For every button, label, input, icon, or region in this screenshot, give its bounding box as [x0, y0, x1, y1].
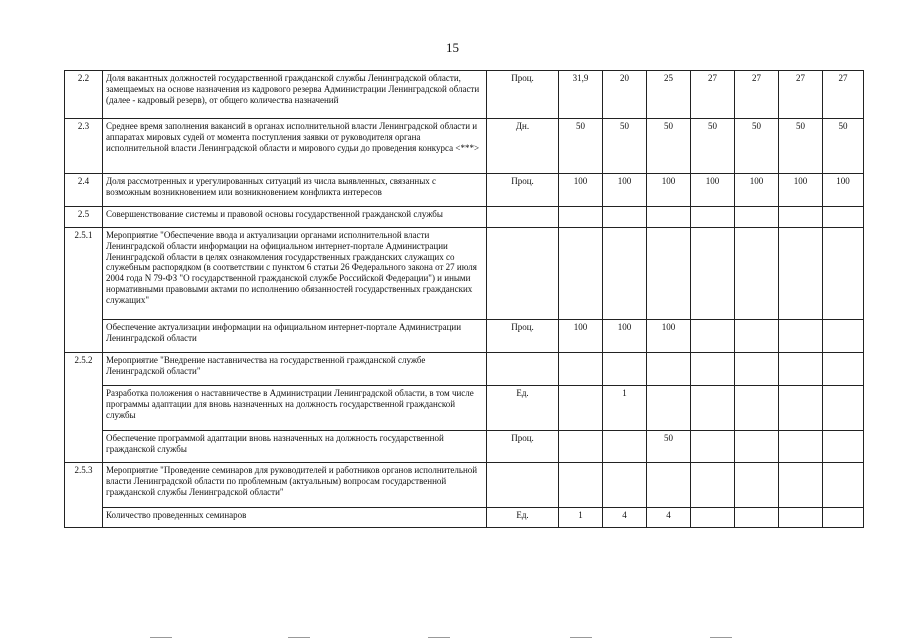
row-value: 1 [603, 386, 647, 431]
row-value [691, 207, 735, 228]
row-value [735, 320, 779, 353]
row-value [779, 431, 823, 463]
row-unit [487, 353, 559, 386]
row-value: 27 [735, 71, 779, 119]
row-value: 27 [823, 71, 864, 119]
row-value [823, 228, 864, 320]
row-value: 100 [779, 174, 823, 207]
row-value [559, 386, 603, 431]
row-unit: Ед. [487, 508, 559, 528]
row-value: 50 [559, 119, 603, 174]
row-value: 50 [691, 119, 735, 174]
row-value: 100 [559, 320, 603, 353]
row-value: 100 [823, 174, 864, 207]
row-description: Совершенствование системы и правовой основы государственной гражданской службы [103, 207, 487, 228]
row-unit [487, 228, 559, 320]
row-value [559, 353, 603, 386]
row-value [603, 228, 647, 320]
table-row [65, 207, 864, 228]
row-value [691, 320, 735, 353]
row-description: Мероприятие "Проведение семинаров для руководителей и работников органов исполнительной власти Ленинградской области по проблемным (актуальным) вопросам государственной гражданской службы Ленинградской области" [103, 463, 487, 508]
row-value [823, 207, 864, 228]
row-value [735, 207, 779, 228]
row-value [647, 386, 691, 431]
table-row [65, 228, 864, 320]
row-value: 20 [603, 71, 647, 119]
row-description: Обеспечение актуализации информации на официальном интернет-портале Администрации Ленинградской области [103, 320, 487, 353]
row-description: Разработка положения о наставничестве в Администрации Ленинградской области, в том числе программы адаптации для вновь назначенных на должность государственной гражданской службы [103, 386, 487, 431]
row-unit: Дн. [487, 119, 559, 174]
row-description: Количество проведенных семинаров [103, 508, 487, 528]
row-value [691, 431, 735, 463]
row-value [823, 463, 864, 508]
row-value [691, 228, 735, 320]
page-number: 15 [446, 40, 459, 55]
row-value [823, 431, 864, 463]
table-row [65, 508, 864, 528]
row-value [823, 353, 864, 386]
row-value [603, 353, 647, 386]
table-row [65, 463, 864, 508]
row-description: Обеспечение программой адаптации вновь назначенных на должность государственной гражданской службы [103, 431, 487, 463]
row-value [691, 508, 735, 528]
row-value [647, 207, 691, 228]
row-number: 2.5 [65, 207, 103, 228]
row-unit [487, 463, 559, 508]
row-value: 100 [559, 174, 603, 207]
row-value: 50 [647, 119, 691, 174]
row-value [735, 386, 779, 431]
row-unit [487, 207, 559, 228]
row-value: 50 [603, 119, 647, 174]
table-row [65, 431, 864, 463]
row-description: Доля рассмотренных и урегулированных ситуаций из числа выявленных, связанных с возможным возникновением или возникновением конфликта интересов [103, 174, 487, 207]
row-value [735, 431, 779, 463]
row-value: 100 [691, 174, 735, 207]
row-value: 27 [779, 71, 823, 119]
row-value: 31,9 [559, 71, 603, 119]
row-value [603, 207, 647, 228]
table-row [65, 174, 864, 207]
row-value: 100 [603, 174, 647, 207]
row-value [603, 431, 647, 463]
row-value: 100 [647, 320, 691, 353]
row-number: 2.5.3 [65, 463, 103, 528]
row-value: 25 [647, 71, 691, 119]
row-unit: Проц. [487, 174, 559, 207]
row-value [647, 463, 691, 508]
table-row [65, 119, 864, 174]
row-value [779, 207, 823, 228]
row-unit: Ед. [487, 386, 559, 431]
row-value [603, 463, 647, 508]
row-value [779, 508, 823, 528]
row-description: Доля вакантных должностей государственной гражданской службы Ленинградской области, замещаемых на основе назначения из кадрового резерва Администрации Ленинградской области (далее - кадровый резерв), от общего количества назначений [103, 71, 487, 119]
row-value: 50 [779, 119, 823, 174]
row-description: Мероприятие "Внедрение наставничества на государственной гражданской службе Ленинградской области" [103, 353, 487, 386]
table-row [65, 71, 864, 119]
row-value: 50 [647, 431, 691, 463]
row-value [779, 463, 823, 508]
scan-edge-mark [428, 637, 450, 638]
row-unit: Проц. [487, 71, 559, 119]
row-value [823, 386, 864, 431]
table-row [65, 320, 864, 353]
row-value: 4 [647, 508, 691, 528]
row-value: 27 [691, 71, 735, 119]
row-value: 1 [559, 508, 603, 528]
table-body [65, 71, 864, 528]
row-value [647, 353, 691, 386]
row-value [735, 508, 779, 528]
row-number: 2.2 [65, 71, 103, 119]
indicators-table [64, 70, 864, 528]
row-value [735, 463, 779, 508]
row-value: 100 [735, 174, 779, 207]
row-value [735, 228, 779, 320]
row-value [735, 353, 779, 386]
row-value: 100 [603, 320, 647, 353]
row-description: Мероприятие "Обеспечение ввода и актуализации органами исполнительной власти Ленинградской области информации на официальном интернет-портале Администрации Ленинградской области в целях ознакомления государственных гражданских служащих со служебным распорядком (в соответствии с пунктом 6 статьи 26 Федерального закона от 27 июля 2004 года N 79-ФЗ "О государственной гражданской службе Российской Федерации") и иными нормативными правовыми актами по исполнению обязанностей государственных гражданских служащих" [103, 228, 487, 320]
row-value [559, 228, 603, 320]
row-value [823, 508, 864, 528]
row-value [779, 228, 823, 320]
scan-edge-mark [570, 637, 592, 638]
scan-edge-mark [288, 637, 310, 638]
row-value [823, 320, 864, 353]
row-value [559, 207, 603, 228]
row-value [559, 463, 603, 508]
row-unit: Проц. [487, 431, 559, 463]
row-number: 2.5.2 [65, 353, 103, 463]
row-value: 50 [735, 119, 779, 174]
row-number: 2.3 [65, 119, 103, 174]
row-value [691, 386, 735, 431]
row-value: 4 [603, 508, 647, 528]
row-number: 2.5.1 [65, 228, 103, 353]
row-number: 2.4 [65, 174, 103, 207]
row-value: 50 [823, 119, 864, 174]
scan-edge-mark [150, 637, 172, 638]
row-value [691, 353, 735, 386]
row-value [691, 463, 735, 508]
row-value [779, 320, 823, 353]
row-unit: Проц. [487, 320, 559, 353]
table-row [65, 386, 864, 431]
row-value [779, 386, 823, 431]
scan-edge-mark [710, 637, 732, 638]
row-description: Среднее время заполнения вакансий в органах исполнительной власти Ленинградской области и аппаратах мировых судей от момента поступления заявки от руководителя органа исполнительной власти Ленинградской области и мирового судьи до проведения конкурса <***> [103, 119, 487, 174]
row-value [779, 353, 823, 386]
row-value [647, 228, 691, 320]
table-row [65, 353, 864, 386]
row-value: 100 [647, 174, 691, 207]
row-value [559, 431, 603, 463]
